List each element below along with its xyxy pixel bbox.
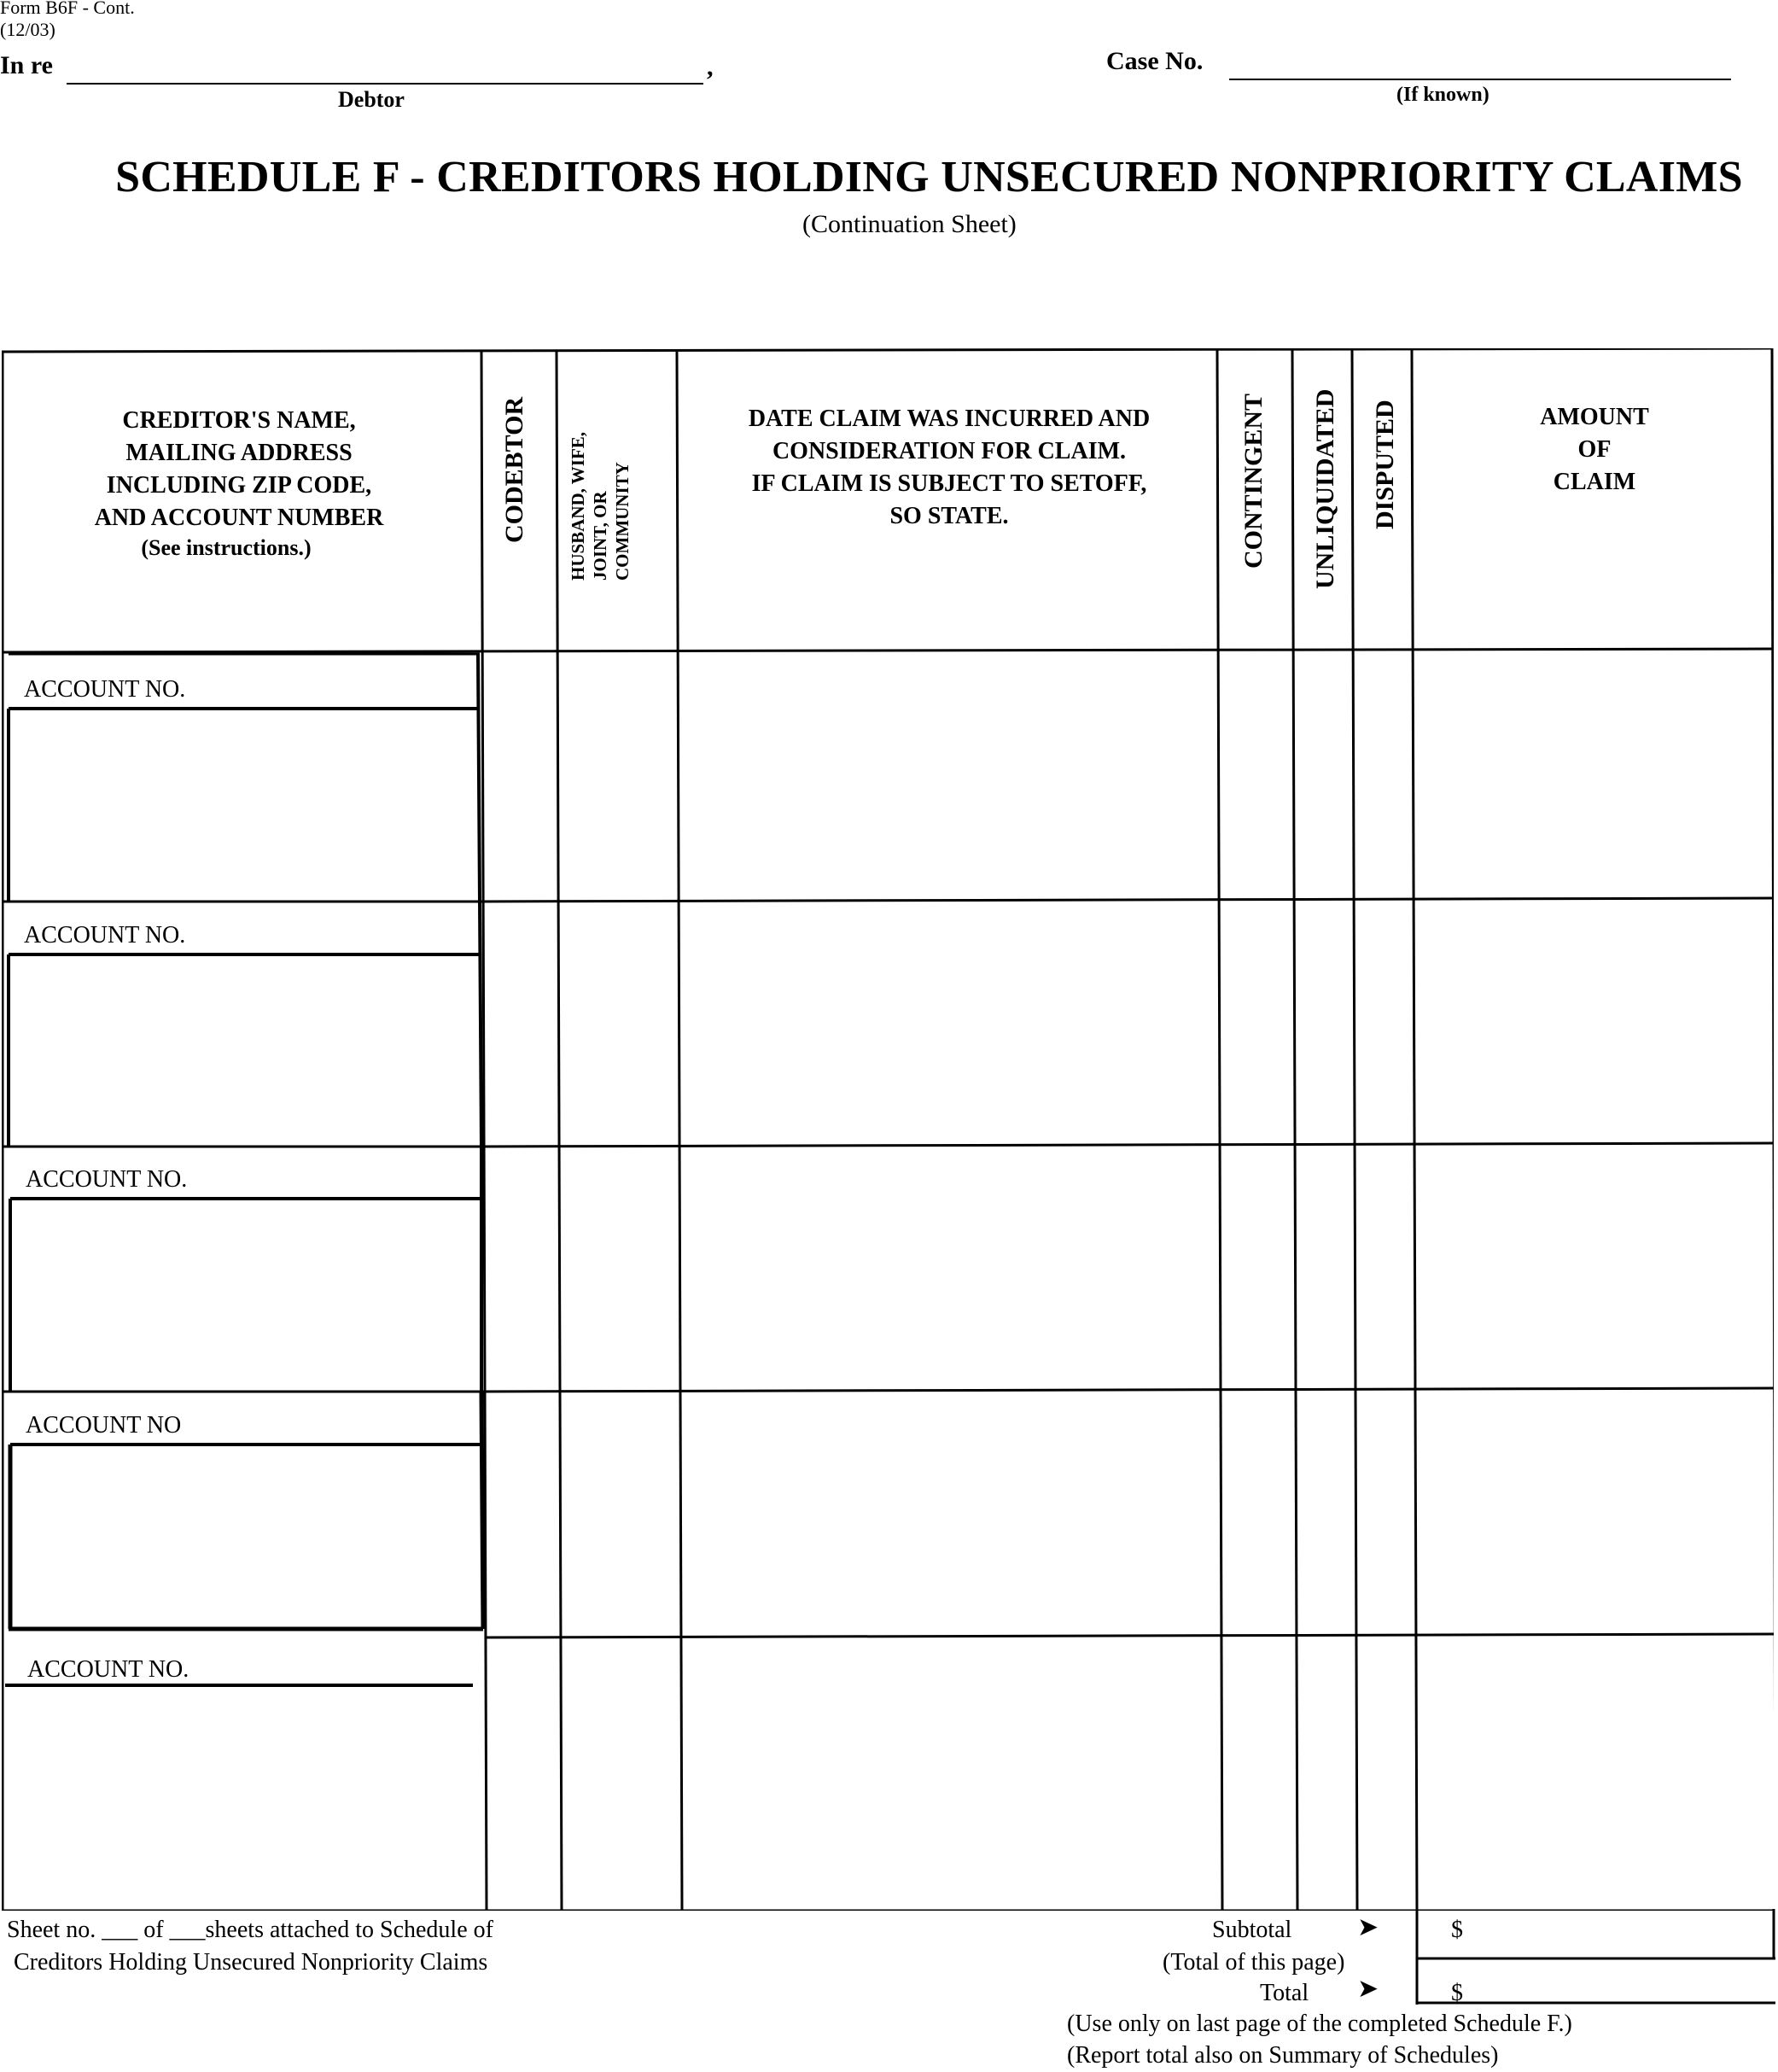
if-known-label: (If known) <box>1396 84 1489 106</box>
subtotal-label: Subtotal <box>1212 1917 1292 1943</box>
acct-box-4-right <box>481 1392 483 1629</box>
acct-box-2-right <box>480 902 481 1147</box>
date-header-line2: CONSIDERATION FOR CLAIM. <box>772 438 1127 464</box>
creditor-header-line4: AND ACCOUNT NUMBER <box>94 505 384 531</box>
form-revision: (12/03) <box>0 19 55 40</box>
hwjc-header-line2: JOINT, OR <box>590 491 610 581</box>
row-divider-1 <box>480 898 1774 902</box>
subtotal-note: (Total of this page) <box>1163 1949 1345 1976</box>
total-label: Total <box>1260 1980 1309 2006</box>
sheet-note-line1: Sheet no. ___ of ___sheets attached to Schedule of <box>7 1917 493 1943</box>
summary-note: (Report total also on Summary of Schedules) <box>1067 2042 1499 2069</box>
total-arrow-icon: ➤ <box>1357 1975 1379 2003</box>
account-no-label-3: ACCOUNT NO. <box>26 1166 188 1193</box>
case-no-label: Case No. <box>1106 47 1204 75</box>
date-header-line4: SO STATE. <box>889 503 1009 529</box>
date-column-header <box>683 403 1215 533</box>
page-subtitle: (Continuation Sheet) <box>802 210 1017 238</box>
account-no-label-4: ACCOUNT NO <box>26 1412 182 1439</box>
row-divider-header <box>2 649 1772 652</box>
codebtor-column-header: CODEBTOR <box>500 396 528 543</box>
claims-table-grid <box>2 348 1774 1911</box>
acct-box-1-right <box>478 654 480 902</box>
hwjc-header-line1: HUSBAND, WIFE, <box>568 431 588 581</box>
disputed-column-header: DISPUTED <box>1371 400 1399 529</box>
col-divider-contingent-left <box>1217 350 1222 1911</box>
creditor-header-line1: CREDITOR'S NAME, <box>122 407 356 434</box>
account-no-label-5: ACCOUNT NO. <box>27 1656 189 1683</box>
totals-box <box>1414 1909 1778 2005</box>
row-divider-3 <box>480 1388 1774 1392</box>
col-divider-hwjc-left <box>557 352 562 1911</box>
hwjc-column-header <box>567 432 633 581</box>
form-number-text: Form B6F - Cont. <box>0 0 135 18</box>
date-header-line3: IF CLAIM IS SUBJECT TO SETOFF, <box>751 470 1147 497</box>
subtotal-amount-field[interactable]: $ <box>1451 1917 1463 1943</box>
date-header-line1: DATE CLAIM WAS INCURRED AND <box>748 406 1151 432</box>
row-divider-2 <box>480 1143 1774 1147</box>
in-re-label: In re <box>0 51 53 79</box>
amount-header-line1: AMOUNT <box>1540 404 1649 430</box>
creditor-header-line2: MAILING ADDRESS <box>125 440 353 466</box>
col-divider-unliquidated-left <box>1292 350 1297 1911</box>
page-title: SCHEDULE F - CREDITORS HOLDING UNSECURED NONPRIORITY CLAIMS <box>115 153 1743 201</box>
creditor-header-line3: INCLUDING ZIP CODE, <box>106 472 372 499</box>
amount-header-line3: CLAIM <box>1553 469 1636 495</box>
case-number-field[interactable] <box>1229 79 1731 80</box>
creditor-column-header <box>51 405 427 562</box>
row-divider-4 <box>485 1634 1774 1637</box>
in-re-comma: , <box>707 53 714 81</box>
unliquidated-column-header: UNLIQUIDATED <box>1311 388 1339 589</box>
contingent-column-header: CONTINGENT <box>1239 393 1268 569</box>
col-divider-date-left <box>677 352 682 1911</box>
total-amount-field[interactable]: $ <box>1451 1980 1463 2006</box>
account-no-label-1: ACCOUNT NO. <box>24 676 186 703</box>
amount-header-line2: OF <box>1577 436 1612 463</box>
sheet-number-note <box>7 1914 493 1979</box>
subtotal-arrow-icon: ➤ <box>1357 1913 1379 1941</box>
creditor-header-line5: (See instructions.) <box>141 535 312 560</box>
account-no-label-2: ACCOUNT NO. <box>24 922 186 948</box>
col-divider-amount-left <box>1412 350 1417 1911</box>
debtor-label: Debtor <box>338 87 405 112</box>
amount-column-header <box>1417 401 1772 499</box>
grid-top-border <box>2 348 1772 352</box>
hwjc-header-line3: COMMUNITY <box>612 462 633 581</box>
form-number <box>0 0 135 41</box>
grid-right-border <box>1772 348 1774 1911</box>
sheet-note-line2: Creditors Holding Unsecured Nonpriority Claims <box>14 1949 488 1976</box>
debtor-name-field[interactable] <box>67 83 703 85</box>
col-divider-disputed-left <box>1352 350 1357 1911</box>
last-page-note: (Use only on last page of the completed Schedule F.) <box>1067 2011 1572 2037</box>
